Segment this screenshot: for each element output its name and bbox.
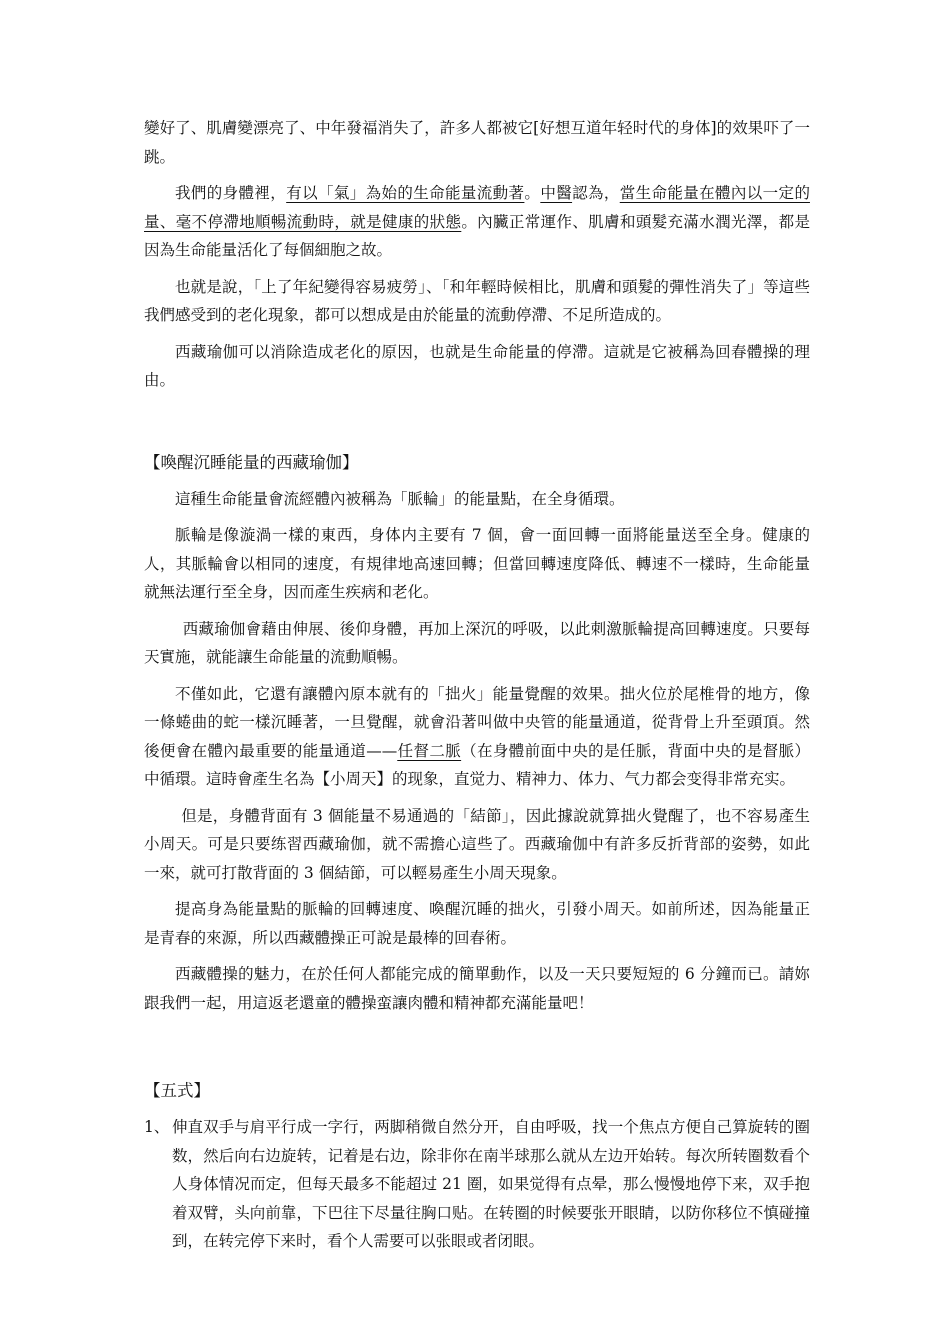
list-item [144,1113,810,1256]
paragraph-5: 這種生命能量會流經體內被稱為「脈輪」的能量點，在全身循環。 [175,489,625,508]
p8-c: （在身體前面中央的是任脈，背面中央的是督脈）中循環。這時會產生名為【小周天】的现象，直觉力、精神力、体力、气力都会变得非常充实。 [144,741,810,788]
paragraph-7: 西藏瑜伽會藉由伸展、後仰身體，再加上深沉的呼吸，以此刺激脈輪提高回轉速度。只要每天實施，就能讓生命能量的流動順暢。 [144,619,810,666]
paragraph-9: 但是，身體背面有 3 個能量不易通過的「結節」，因此據說就算拙火覺醒了，也不容易產生小周天。可是只要练習西藏瑜伽，就不需擔心這些了。西藏瑜伽中有許多反折背部的姿勢，如此一來，就可打散背面的 3 個結節，可以輕易產生小周天現象。 [144,806,810,882]
paragraph-2 [144,179,810,265]
p2-underline-health: 當生命能量在體內以一定的量、毫不停滯地順暢流動時，就是健康的狀態 [144,184,810,231]
paragraph-1: 變好了、肌膚變漂亮了、中年發福消失了，許多人都被它[好想互道年轻时代的身体]的效果吓了一跳。 [144,119,810,166]
p2-g: 。內臟正常運作、肌膚和頭髮充滿水潤光澤，都是因為生命能量活化了每個細胞之故。 [144,212,810,259]
p2-a: 我們的身體裡， [175,184,287,202]
p8-underline-meridians: 任督二脈 [397,741,462,760]
p8-a: 不僅如此，它還有讓體內原本就有的「拙火」能量覺醒的效果。拙火位於尾椎骨的地方，像一條蜷曲的蛇一樣沉睡著，一旦覺醒，就會沿著叫做中央管的能量通道，從背骨上升至頭頂。然後便會在體內最重要的能量通道—— [144,684,810,760]
paragraph-10: 提高身為能量點的脈輪的回轉速度、喚醒沉睡的拙火，引發小周天。如前所述，因為能量正是青春的來源，所以西藏體操正可說是最棒的回春術。 [144,900,810,947]
section-heading-five-forms: 【五式】 [144,1081,210,1100]
paragraph-3: 也就是說，「上了年紀變得容易疲勞」、「和年輕時候相比，肌膚和頭髮的彈性消失了」等這些我們感受到的老化現象，都可以想成是由於能量的流動停滯、不足所造成的。 [144,277,810,324]
paragraph-8 [144,680,810,794]
p2-c: 。 [524,184,541,202]
list-item-number: 1、 [144,1118,170,1136]
p2-underline-qi: 有以「氣」為始的生命能量流動著 [286,184,525,202]
p2-e: 認為， [572,184,620,202]
section-heading-awaken: 【喚醒沉睡能量的西藏瑜伽】 [144,452,359,472]
list-item-text: 伸直双手与肩平行成一字行，两脚稍微自然分开，自由呼吸，找一个焦点方便自己算旋转的圈数，然后向右边旋转，记着是右边，除非你在南半球那么就从左边开始转。每次所转圈数看个人身体情况而定，但每天最多不能超过 21 圈，如果觉得有点晕，那么慢慢地停下来，双手抱着双臂，头向前靠，下巴往下尽量往胸口贴。在转圈的时候要张开眼睛，以防你移位不慎碰撞到，在转完停下来时，看个人需要可以张眼或者闭眼。 [172,1118,810,1250]
paragraph-4: 西藏瑜伽可以消除造成老化的原因，也就是生命能量的停滯。這就是它被稱為回春體操的理由。 [144,342,810,389]
paragraph-11: 西藏體操的魅力，在於任何人都能完成的簡單動作，以及一天只要短短的 6 分鐘而已。請妳跟我們一起，用這返老還童的體操蛮讓肉體和精神都充滿能量吧！ [144,965,810,1012]
paragraph-6: 脈輪是像漩渦一樣的東西，身体内主要有 7 個，會一面回轉一面將能量送至全身。健康的人，其脈輪會以相同的速度，有規律地高速回轉；但當回轉速度降低、轉速不一樣時，生命能量就無法運行至全身，因而產生疾病和老化。 [144,526,810,601]
p2-underline-tcm: 中醫 [540,184,573,202]
document-page [144,114,810,1256]
